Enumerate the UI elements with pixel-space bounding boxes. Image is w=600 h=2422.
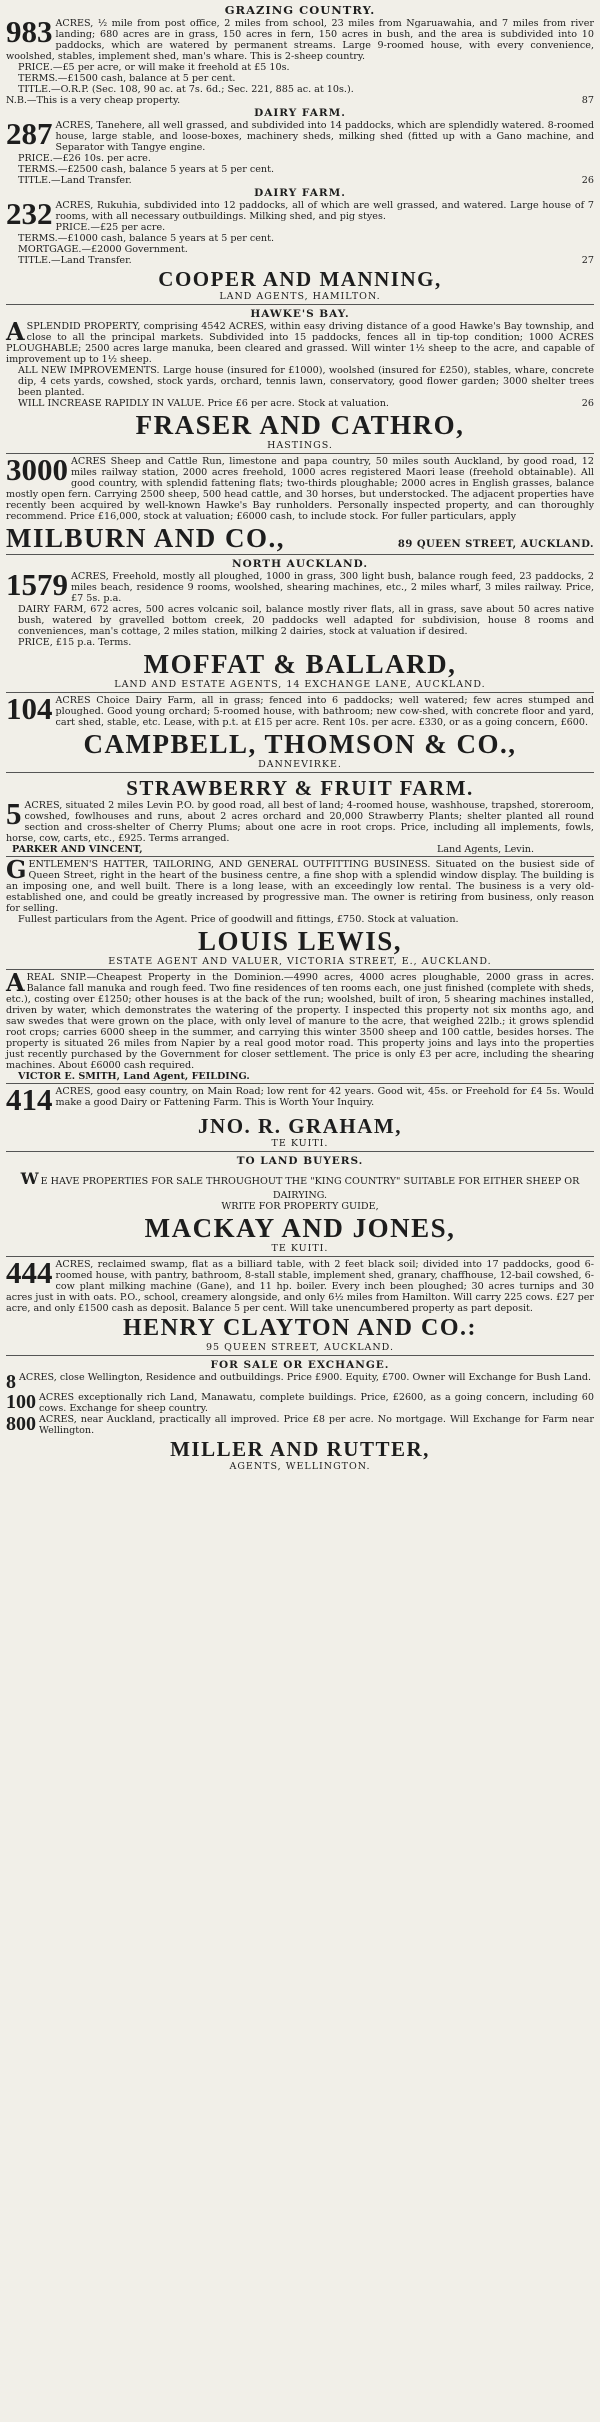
agent-name: JNO. R. GRAHAM, <box>198 1114 402 1138</box>
ad-price: PRICE.—£5 per acre, or will make it freehold at £5 10s. <box>18 62 290 73</box>
ad-text: ACRES, Tanehere, all well grassed, and subdivided into 14 paddocks, which are splendidly watered. 8-roomed house, large stable, and loose-boxes, machinery sheds, milking shed (fitted up with a Gano machine, and Separator with Tangye engine. <box>55 120 594 153</box>
land-buyers-ad <box>6 1151 594 1256</box>
ad-body <box>6 691 594 728</box>
acre-number: 287 <box>6 116 53 151</box>
te-kuiti-ad <box>6 1083 594 1151</box>
agent-row <box>6 844 594 855</box>
agent-row <box>6 522 594 553</box>
agent-name: PARKER AND VINCENT, <box>12 844 143 855</box>
ad-text: ACRES, good easy country, on Main Road; low rent for 42 years. Good wit, 45s. or Freehold for £4 5s. Would make a good Dairy or Fattening Farm. This is Worth Your Inquiry. <box>55 1086 594 1108</box>
acre-number: 104 <box>6 691 53 726</box>
milburn-ad <box>6 453 594 554</box>
ad-body <box>6 452 594 522</box>
ad-dairy-text: DAIRY FARM, 672 acres, 500 acres volcanic soil, balance mostly river flats, all in grass, save about 50 acres native bush, watered by gravelled bottom creek, 20 paddocks well adapted for subdivision, house 8 rooms and conveniences, man's cottage, 2 miles station, milking 2 dairies, stock at valuation if desired. <box>18 604 594 637</box>
agent-name: MOFFAT & BALLARD, <box>143 649 457 679</box>
acre-number: 8 <box>6 1371 16 1393</box>
agent-name: LOUIS LEWIS, <box>197 926 403 956</box>
acre-number: 983 <box>6 14 53 49</box>
ad-ref: 27 <box>581 255 594 266</box>
ad-body <box>6 1371 594 1393</box>
ad-text: ACRES, close Wellington, Residence and outbuildings. Price £900. Equity, £700. Owner will Exchange for Bush Land. <box>19 1372 592 1383</box>
agent-name: MILLER AND RUTTER, <box>170 1437 430 1461</box>
agent-address: AGENTS, WELLINGTON. <box>229 1461 371 1472</box>
acre-number: 5 <box>6 796 22 831</box>
ad-price: PRICE, £15 p.a. Terms. <box>18 637 132 648</box>
ad-text: ACRES exceptionally rich Land, Manawatu, complete buildings. Price, £2600, as a going concern, including 60 cows. Exchange for sheep country. <box>39 1392 594 1414</box>
ad-title: TITLE.—Land Transfer. <box>18 175 132 186</box>
north-auckland-ad <box>6 554 594 692</box>
ad-title-row <box>6 175 594 186</box>
agent-name: HENRY CLAYTON AND CO.: <box>123 1315 477 1341</box>
acre-number: 232 <box>6 196 53 231</box>
agent-address: HASTINGS. <box>267 440 333 451</box>
ad-ref: 26 <box>581 175 594 186</box>
drop-cap: G <box>6 855 27 884</box>
ad-body <box>6 567 594 648</box>
ad-title: TITLE.—O.R.P. (Sec. 108, 90 ac. at 7s. 6d.; Sec. 221, 885 ac. at 10s.). <box>18 84 354 95</box>
drop-cap: A <box>6 317 25 346</box>
agent-name: FRASER AND CATHRO, <box>135 410 465 440</box>
ad-body <box>6 1255 594 1314</box>
ad-body <box>6 1168 594 1212</box>
agent-address: 95 QUEEN STREET, AUCKLAND. <box>206 1342 394 1353</box>
agent-line: VICTOR E. SMITH, Land Agent, FEILDING. <box>18 1071 250 1082</box>
ad-body <box>6 968 594 1082</box>
ad-text-3: WILL INCREASE RAPIDLY IN VALUE. Price £6 per acre. Stock at valuation. <box>18 398 389 409</box>
ad-text: ACRES, reclaimed swamp, flat as a billiard table, with 2 feet black soil; divided into 17 paddocks, good 6-roomed house, with pantry, bathroom, 8-stall stable, implement shed, granary, chaffhouse, 12-bail cowshed, 6-cow plant milking machine (Gane), and 11 hp. boiler. Every inch been ploughed; 30 acres turnips and 30 acres just in with oats. P.O., school, creamery alongside, and only 6½ miles from Hamilton. Will carry 225 cows. £27 per acre, and only £1500 cash as deposit. Balance 5 per cent. Will take unencumbered property as part deposit. <box>6 1259 594 1314</box>
ad-price: PRICE.—£26 10s. per acre. <box>18 153 151 164</box>
ad-headline: STRAWBERRY & FRUIT FARM. <box>126 776 474 800</box>
grazing-ad <box>6 0 594 304</box>
ad-title: TITLE.—Land Transfer. <box>18 255 132 266</box>
ad-body <box>6 1082 594 1117</box>
ad-body <box>6 796 594 844</box>
agent-address: DANNEVIRKE. <box>258 759 342 770</box>
ad-body <box>6 1414 594 1436</box>
exchange-ad <box>6 1355 594 1474</box>
agent-name: MILBURN AND CO., <box>6 523 286 553</box>
section-heading: TO LAND BUYERS. <box>236 1155 364 1167</box>
ad-text: ACRES Sheep and Cattle Run, limestone and papa country, 50 miles south Auckland, by good road, 12 miles railway station, 2000 acres freehold, 1000 acres registered Maori lease (freehold obtainable). All good country, with splendid fattening flats; two-thirds ploughable; 2000 acres in English grasses, balance mostly open fern. Carrying 2500 sheep, 500 head cattle, and 30 horses, but understocked. The adjacent properties have recently been acquired by well-known Hawke's Bay runholders. Personally inspected property, and can thoroughly recommend. Price £16,000, stock at valuation; £6000 cash, to include stock. For fuller particulars, apply <box>6 456 594 522</box>
section-heading: DAIRY FARM. <box>254 107 346 119</box>
agent-address: ESTATE AGENT AND VALUER, VICTORIA STREET, E., AUCKLAND. <box>108 956 492 967</box>
ad-body <box>6 1392 594 1414</box>
agent-address: Land Agents, Levin. <box>436 844 534 855</box>
ad-terms: TERMS.—£1000 cash, balance 5 years at 5 per cent. <box>18 233 275 244</box>
section-heading: FOR SALE OR EXCHANGE. <box>210 1359 390 1371</box>
agent-name: COOPER AND MANNING, <box>158 267 442 291</box>
ad-terms: TERMS.—£1500 cash, balance at 5 per cent. <box>18 73 236 84</box>
ad-body <box>6 855 594 925</box>
ad-ref: 87 <box>581 95 594 106</box>
ad-ref: 26 <box>581 398 594 409</box>
ad-text: ENTLEMEN'S HATTER, TAILORING, AND GENERAL OUTFITTING BUSINESS. Situated on the busiest side of Queen Street, right in the heart of the business centre, a fine shop with a splendid window display. The building is an imposing one, and well built. There is a long lease, with an exceedingly low rental. The business is a very old-established one, and could be greatly increased by progressive man. The owner is retiring from business, only reason for selling. <box>6 859 594 914</box>
ad-title-row <box>6 255 594 266</box>
acre-number: 444 <box>6 1255 53 1290</box>
ad-note: N.B.—This is a very cheap property. <box>6 95 181 106</box>
agent-address: LAND AND ESTATE AGENTS, 14 EXCHANGE LANE, AUCKLAND. <box>114 679 486 690</box>
real-snip-ad <box>6 969 594 1083</box>
acre-number: 800 <box>6 1413 36 1435</box>
section-heading: NORTH AUCKLAND. <box>232 558 368 570</box>
ad-body <box>6 14 594 106</box>
section-heading: DAIRY FARM. <box>254 187 346 199</box>
agent-address: TE KUITI. <box>271 1243 329 1254</box>
section-heading: GRAZING COUNTRY. <box>224 3 376 17</box>
ad-text: E HAVE PROPERTIES FOR SALE THROUGHOUT THE "KING COUNTRY" SUITABLE FOR EITHER SHEEP OR DAIRYING. <box>40 1176 580 1201</box>
agent-address: 89 QUEEN STREET, AUCKLAND. <box>397 539 594 550</box>
acre-number: 100 <box>6 1391 36 1413</box>
ad-guide: WRITE FOR PROPERTY GUIDE, <box>221 1201 379 1212</box>
ad-text: ACRES, near Auckland, practically all improved. Price £8 per acre. No mortgage. Will Exchange for Farm near Wellington. <box>39 1414 594 1436</box>
ad-text-2: Fullest particulars from the Agent. Price of goodwill and fittings, £750. Stock at valuation. <box>18 914 459 925</box>
acre-number: 414 <box>6 1082 53 1117</box>
ad-text-row <box>6 398 594 409</box>
ad-body <box>6 196 594 266</box>
strawberry-ad <box>6 772 594 856</box>
drop-cap: A <box>6 968 25 997</box>
hawkes-bay-ad <box>6 304 594 453</box>
agent-address: LAND AGENTS, HAMILTON. <box>219 291 381 302</box>
ad-text: ACRES, situated 2 miles Levin P.O. by good road, all best of land; 4-roomed house, washhouse, trapshed, storeroom, cowshed, fowlhouses and runs, about 2 acres orchard and 20,000 Strawberry Plants; shelter planted all round section and cross-shelter of Cherry Plums; about one acre in root crops. Price, including all implements, fowls, horse, cow, carts, etc., £925. Terms arranged. <box>6 800 594 844</box>
ad-text: ACRES, Freehold, mostly all ploughed, 1000 in grass, 300 light bush, balance rough feed, 23 paddocks, 2 miles beach, residence 9 rooms, woolshed, shearing machines, etc., 2 miles wharf, 3 miles railway. Price, £7 5s. p.a. <box>71 571 594 604</box>
acre-number: 3000 <box>6 452 68 487</box>
hatter-ad <box>6 856 594 969</box>
section-heading: HAWKE'S BAY. <box>250 308 350 320</box>
ad-text: REAL SNIP.—Cheapest Property in the Dominion.—4990 acres, 4000 acres ploughable, 2000 grass in acres. Balance fall manuka and rough feed. Two fine residences of ten rooms each, one just finished (complete with sheds, etc.), costing over £1250; other houses is at the back of the run; woolshed, built of iron, 5 shearing machines installed, driven by water, which demonstrates the watering of the property. I inspected this property not six months ago, and saw swedes that were grown on the place, with only level of manure to the acre, that weighed 22lb.; it grows splendid root crops; carries 6000 sheep in the summer, and carrying this winter 3500 sheep and 100 cattle, besides horses. The property is situated 26 miles from Napier by a real good motor road. This property joins and lays into the properties just recently purchased by the Government for closer settlement. The price is only £3 per acre, including the shearing machines. About £6000 cash required. <box>6 972 594 1071</box>
ad-note-row <box>6 95 594 106</box>
agent-name: CAMPBELL, THOMSON & CO., <box>83 729 517 759</box>
hamilton-swamp-ad <box>6 1256 594 1355</box>
ad-text: ACRES, ½ mile from post office, 2 miles from school, 23 miles from Ngaruawahia, and 7 miles from river landing; 680 acres are in grass, 150 acres in fern, 150 acres in bush, and the area is subdivided into 10 paddocks, which are watered by permanent streams. Large 9-roomed house, with every convenience, woolshed, stables, implement shed, man's whare. This is 2-sheep country. <box>6 18 594 62</box>
agent-name: MACKAY AND JONES, <box>144 1213 456 1243</box>
ad-text: ACRES Choice Dairy Farm, all in grass; fenced into 6 paddocks; well watered; few acres stumped and ploughed. Good young orchard; 5-roomed house, with bathroom; new cow-shed, with concrete floor and yard, cart shed, stable, etc. Lease, with p.t. at £15 per acre. Rent 10s. per acre. £330, or as a going concern, £600. <box>55 695 594 728</box>
ad-text: SPLENDID PROPERTY, comprising 4542 ACRES, within easy driving distance of a good Hawke's Bay township, and close to all the principal markets. Subdivided into 15 paddocks, fences all in tip-top condition; 1000 ACRES PLOUGHABLE; 2500 acres large manuka, been cleared and grassed. Will winter 1½ sheep to the acre, and capable of improvement up to 1½ sheep. <box>6 321 594 365</box>
ad-mortgage: MORTGAGE.—£2000 Government. <box>18 244 188 255</box>
ad-body <box>6 116 594 186</box>
acre-number: 1579 <box>6 567 68 602</box>
ad-body <box>6 317 594 409</box>
ad-terms: TERMS.—£2500 cash, balance 5 years at 5 per cent. <box>18 164 275 175</box>
agent-address: TE KUITI. <box>271 1138 329 1149</box>
ad-price: PRICE.—£25 per acre. <box>55 222 166 233</box>
ad-text: ACRES, Rukuhia, subdivided into 12 paddocks, all of which are well grassed, and watered. Large house of 7 rooms, with all necessary outbuildings. Milking shed, and pig styes. <box>55 200 594 222</box>
drop-cap: W <box>20 1169 39 1188</box>
ad-text-2: ALL NEW IMPROVEMENTS. Large house (insured for £1000), woolshed (insured for £250), stables, whare, concrete dip, 4 cets yards, cowshed, stock yards, orchard, tennis lawn, conservatory, good flower garden; 3000 shelter trees been planted. <box>18 365 594 398</box>
dannevirke-ad <box>6 692 594 772</box>
